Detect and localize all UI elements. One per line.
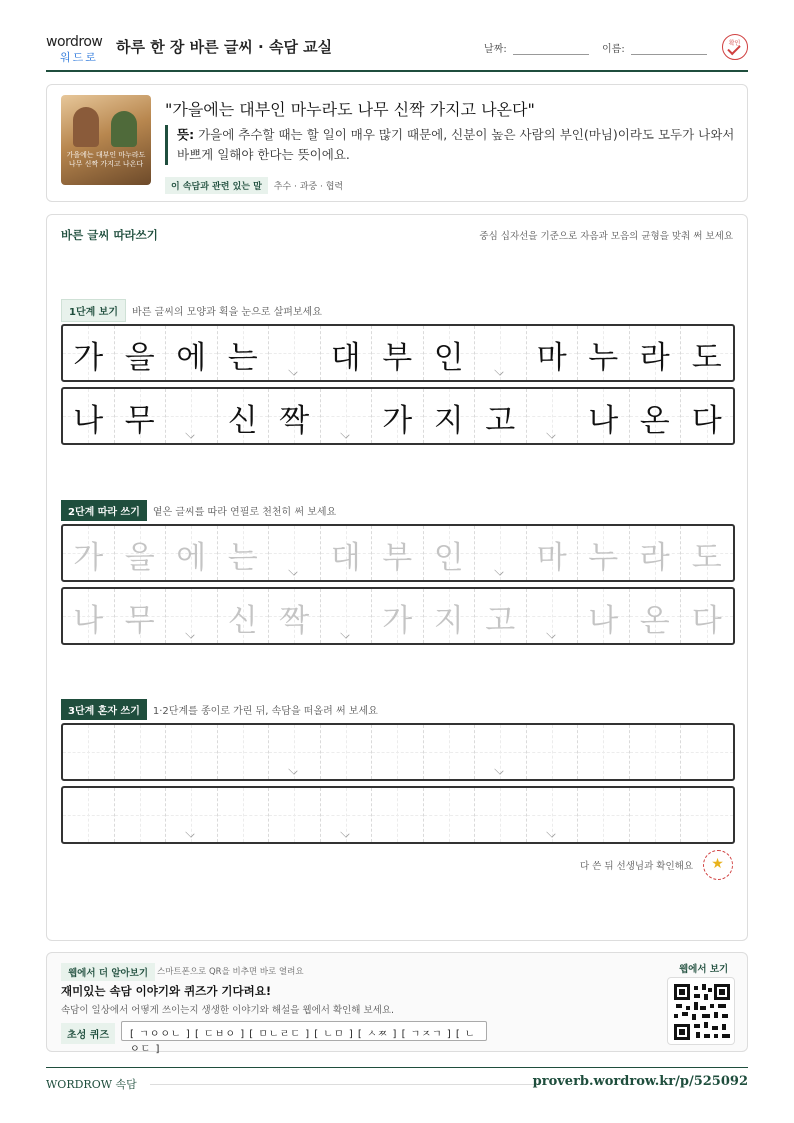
step-3-row-1[interactable]	[61, 723, 735, 781]
writing-cell	[372, 389, 424, 443]
writing-cell	[527, 326, 579, 380]
writing-character: 부	[382, 540, 413, 576]
proverb-illustration	[61, 95, 151, 185]
related-list: 추수 · 과중 · 협력	[273, 182, 344, 192]
writing-character: 가	[382, 403, 413, 439]
space-mark-icon	[340, 629, 349, 638]
step-1-badge: 1단계 보기	[61, 299, 126, 322]
writing-character: 나	[73, 403, 104, 439]
page-footer	[46, 1067, 748, 1091]
writing-cell	[475, 589, 527, 643]
writing-cell[interactable]	[269, 788, 321, 842]
writing-character: 가	[73, 540, 104, 576]
web-promo-card	[46, 952, 748, 1055]
writing-cell[interactable]	[578, 725, 630, 779]
qr-code-icon[interactable]	[667, 977, 735, 1045]
name-label: 이름:	[602, 44, 625, 55]
writing-character: 고	[485, 403, 516, 439]
step-1-desc: 바른 글씨의 모양과 획을 눈으로 살펴보세요	[132, 307, 322, 318]
date-label: 날짜:	[484, 44, 507, 55]
writing-character: 짝	[279, 603, 310, 639]
related-label: 이 속담과 관련 있는 말	[165, 177, 268, 194]
wordrow-logo[interactable]	[46, 34, 108, 64]
writing-character: 라	[639, 540, 670, 576]
writing-cell	[218, 589, 270, 643]
related-words	[165, 177, 343, 194]
writing-cell[interactable]	[424, 725, 476, 779]
star-icon: ★	[711, 856, 724, 872]
writing-cell[interactable]	[115, 725, 167, 779]
writing-character: 라	[639, 340, 670, 376]
writing-cell[interactable]	[681, 725, 733, 779]
writing-cell[interactable]	[218, 788, 270, 842]
writing-cell	[166, 326, 218, 380]
teacher-stamp-icon	[703, 850, 733, 880]
writing-cell	[63, 326, 115, 380]
step-2-heading	[61, 500, 336, 521]
writing-character: 에	[176, 340, 207, 376]
writing-cell	[527, 389, 579, 443]
space-mark-icon	[494, 566, 503, 575]
writing-character: 누	[588, 340, 619, 376]
writing-cell	[578, 326, 630, 380]
writing-character: 나	[588, 403, 619, 439]
space-mark-icon	[494, 366, 503, 375]
space-mark-icon	[546, 629, 555, 638]
writing-cell[interactable]	[63, 725, 115, 779]
writing-cell	[630, 389, 682, 443]
footer-divider	[150, 1084, 540, 1085]
writing-character: 무	[124, 403, 155, 439]
web-description: 속담이 일상에서 어떻게 쓰이는지 생생한 이야기와 해설을 웹에서 확인해 보세요.	[61, 1005, 395, 1016]
writing-character: 가	[382, 603, 413, 639]
space-mark-icon	[185, 629, 194, 638]
step-3-desc: 1·2단계를 종이로 가린 뒤, 속담을 떠올려 써 보세요	[152, 706, 378, 717]
writing-cell[interactable]	[424, 788, 476, 842]
writing-cell	[681, 526, 733, 580]
writing-character: 을	[124, 540, 155, 576]
writing-character: 지	[433, 403, 464, 439]
practice-card	[46, 214, 748, 941]
writing-character: 대	[330, 540, 361, 576]
writing-character: 마	[536, 540, 567, 576]
writing-cell[interactable]	[372, 725, 424, 779]
writing-cell	[475, 326, 527, 380]
space-mark-icon	[340, 429, 349, 438]
space-mark-icon	[185, 828, 194, 837]
writing-cell[interactable]	[115, 788, 167, 842]
footer-brand: WORDROW 속담	[46, 1078, 137, 1091]
writing-cell	[372, 589, 424, 643]
writing-cell	[424, 389, 476, 443]
writing-cell	[630, 526, 682, 580]
qr-code-graphic	[674, 984, 730, 1040]
space-mark-icon	[494, 765, 503, 774]
writing-cell[interactable]	[527, 788, 579, 842]
writing-cell	[166, 389, 218, 443]
quiz-label: 초성 퀴즈	[61, 1023, 115, 1044]
web-qr-hint: 스마트폰으로 QR을 비추면 바로 열려요	[157, 967, 304, 977]
step-3-heading	[61, 699, 378, 720]
writing-cell[interactable]	[269, 725, 321, 779]
date-line	[513, 45, 589, 55]
writing-character: 신	[227, 403, 258, 439]
writing-cell	[681, 326, 733, 380]
writing-cell	[578, 589, 630, 643]
step-2-badge: 2단계 따라 쓰기	[61, 500, 147, 521]
writing-character: 는	[227, 340, 258, 376]
writing-character: 온	[639, 403, 670, 439]
writing-cell	[166, 589, 218, 643]
writing-character: 다	[691, 403, 722, 439]
meaning-label: 뜻:	[177, 127, 195, 142]
writing-cell	[218, 526, 270, 580]
writing-character: 인	[433, 340, 464, 376]
writing-cell[interactable]	[321, 725, 373, 779]
stamp-text: 확인	[728, 40, 741, 47]
writing-cell	[321, 526, 373, 580]
writing-cell	[115, 389, 167, 443]
writing-cell	[630, 589, 682, 643]
step-2-row-2[interactable]	[61, 587, 735, 645]
writing-character: 짝	[279, 403, 310, 439]
web-headline: 재미있는 속담 이야기와 퀴즈가 기다려요!	[61, 984, 272, 998]
name-line	[631, 45, 707, 55]
writing-cell	[321, 389, 373, 443]
space-mark-icon	[546, 828, 555, 837]
date-field[interactable]	[484, 40, 589, 55]
confirm-stamp-icon	[722, 34, 748, 60]
writing-character: 을	[124, 340, 155, 376]
writing-character: 나	[73, 603, 104, 639]
writing-cell	[115, 326, 167, 380]
initial-sound-quiz: [ ㄱㅇㅇㄴ ] [ ㄷㅂㅇ ] [ ㅁㄴㄹㄷ ] [ ㄴㅁ ] [ ㅅㅉ ] [ ㄱㅈㄱ ] [ ㄴㅇㄷ ]	[121, 1021, 487, 1041]
step-2-row-1[interactable]	[61, 524, 735, 582]
writing-character: 지	[433, 603, 464, 639]
writing-cell	[269, 389, 321, 443]
writing-cell[interactable]	[475, 725, 527, 779]
writing-character: 온	[639, 603, 670, 639]
writing-cell	[63, 589, 115, 643]
writing-character: 대	[330, 340, 361, 376]
writing-cell	[475, 389, 527, 443]
writing-character: 마	[536, 340, 567, 376]
writing-cell	[424, 326, 476, 380]
writing-cell	[269, 326, 321, 380]
page-title: 하루 한 장 바른 글씨 · 속담 교실	[116, 38, 333, 56]
writing-cell[interactable]	[630, 788, 682, 842]
logo-wordmark: wordrow	[46, 34, 103, 50]
space-mark-icon	[185, 429, 194, 438]
writing-cell[interactable]	[372, 788, 424, 842]
meaning-text: 가을에 추수할 때는 할 일이 매우 많기 때문에, 신분이 높은 사람의 부인(마님)이라도 모두가 나와서 바쁘게 일해야 한다는 뜻이에요.	[177, 127, 735, 162]
writing-character: 가	[73, 340, 104, 376]
writing-character: 도	[691, 540, 722, 576]
writing-cell[interactable]	[166, 788, 218, 842]
writing-character: 고	[485, 603, 516, 639]
writing-cell	[681, 389, 733, 443]
writing-cell[interactable]	[166, 725, 218, 779]
space-mark-icon	[288, 566, 297, 575]
web-badge: 웹에서 더 알아보기	[61, 963, 155, 981]
writing-cell[interactable]	[63, 788, 115, 842]
writing-character: 누	[588, 540, 619, 576]
writing-cell	[166, 526, 218, 580]
page-header	[46, 30, 748, 72]
writing-cell[interactable]	[630, 725, 682, 779]
proverb-title: "가을에는 대부인 마누라도 나무 신짝 가지고 나온다"	[165, 100, 535, 119]
step-1-row-2	[61, 387, 735, 445]
writing-cell	[475, 526, 527, 580]
step-3-badge: 3단계 혼자 쓰기	[61, 699, 147, 720]
writing-cell[interactable]	[475, 788, 527, 842]
writing-character: 도	[691, 340, 722, 376]
writing-cell	[115, 589, 167, 643]
writing-cell	[321, 326, 373, 380]
writing-cell	[269, 589, 321, 643]
writing-character: 인	[433, 540, 464, 576]
writing-cell	[321, 589, 373, 643]
writing-character: 신	[227, 603, 258, 639]
writing-cell	[578, 526, 630, 580]
writing-cell	[372, 326, 424, 380]
writing-character: 나	[588, 603, 619, 639]
name-field[interactable]	[602, 40, 707, 55]
writing-character: 에	[176, 540, 207, 576]
writing-cell	[424, 589, 476, 643]
writing-cell	[218, 389, 270, 443]
writing-cell	[424, 526, 476, 580]
step-1-row-1	[61, 324, 735, 382]
writing-cell[interactable]	[681, 788, 733, 842]
illustration-caption: 가을에는 대부인 마누라도 나무 신짝 가지고 나온다	[66, 151, 146, 168]
section-hint: 중심 십자선을 기준으로 자음과 모음의 균형을 맞춰 써 보세요	[479, 231, 733, 242]
writing-cell	[372, 526, 424, 580]
space-mark-icon	[288, 765, 297, 774]
writing-cell	[115, 526, 167, 580]
writing-cell[interactable]	[218, 725, 270, 779]
writing-cell	[578, 389, 630, 443]
writing-character: 부	[382, 340, 413, 376]
proverb-meaning	[165, 125, 735, 165]
space-mark-icon	[340, 828, 349, 837]
writing-character: 다	[691, 603, 722, 639]
proverb-card	[46, 84, 748, 202]
step-1-heading	[61, 299, 322, 322]
writing-cell	[527, 589, 579, 643]
writing-cell	[681, 589, 733, 643]
writing-cell	[63, 526, 115, 580]
writing-character: 는	[227, 540, 258, 576]
writing-cell	[63, 389, 115, 443]
footer-url-link[interactable]: proverb.wordrow.kr/p/525092	[532, 1074, 748, 1089]
writing-cell[interactable]	[578, 788, 630, 842]
illustration-figure	[73, 107, 99, 147]
writing-cell	[269, 526, 321, 580]
space-mark-icon	[288, 366, 297, 375]
space-mark-icon	[546, 429, 555, 438]
step-3-row-2[interactable]	[61, 786, 735, 844]
writing-character: 무	[124, 603, 155, 639]
teacher-check-note: 다 쓴 뒤 선생님과 확인해요	[579, 861, 693, 872]
writing-cell	[527, 526, 579, 580]
qr-label: 웹에서 보기	[679, 964, 729, 975]
section-title: 바른 글씨 따라쓰기	[61, 228, 158, 242]
writing-cell[interactable]	[527, 725, 579, 779]
logo-korean: 워드로	[60, 51, 98, 64]
step-2-desc: 옅은 글씨를 따라 연필로 천천히 써 보세요	[152, 507, 337, 518]
writing-cell	[630, 326, 682, 380]
illustration-figure	[111, 111, 137, 147]
writing-cell[interactable]	[321, 788, 373, 842]
writing-cell	[218, 326, 270, 380]
